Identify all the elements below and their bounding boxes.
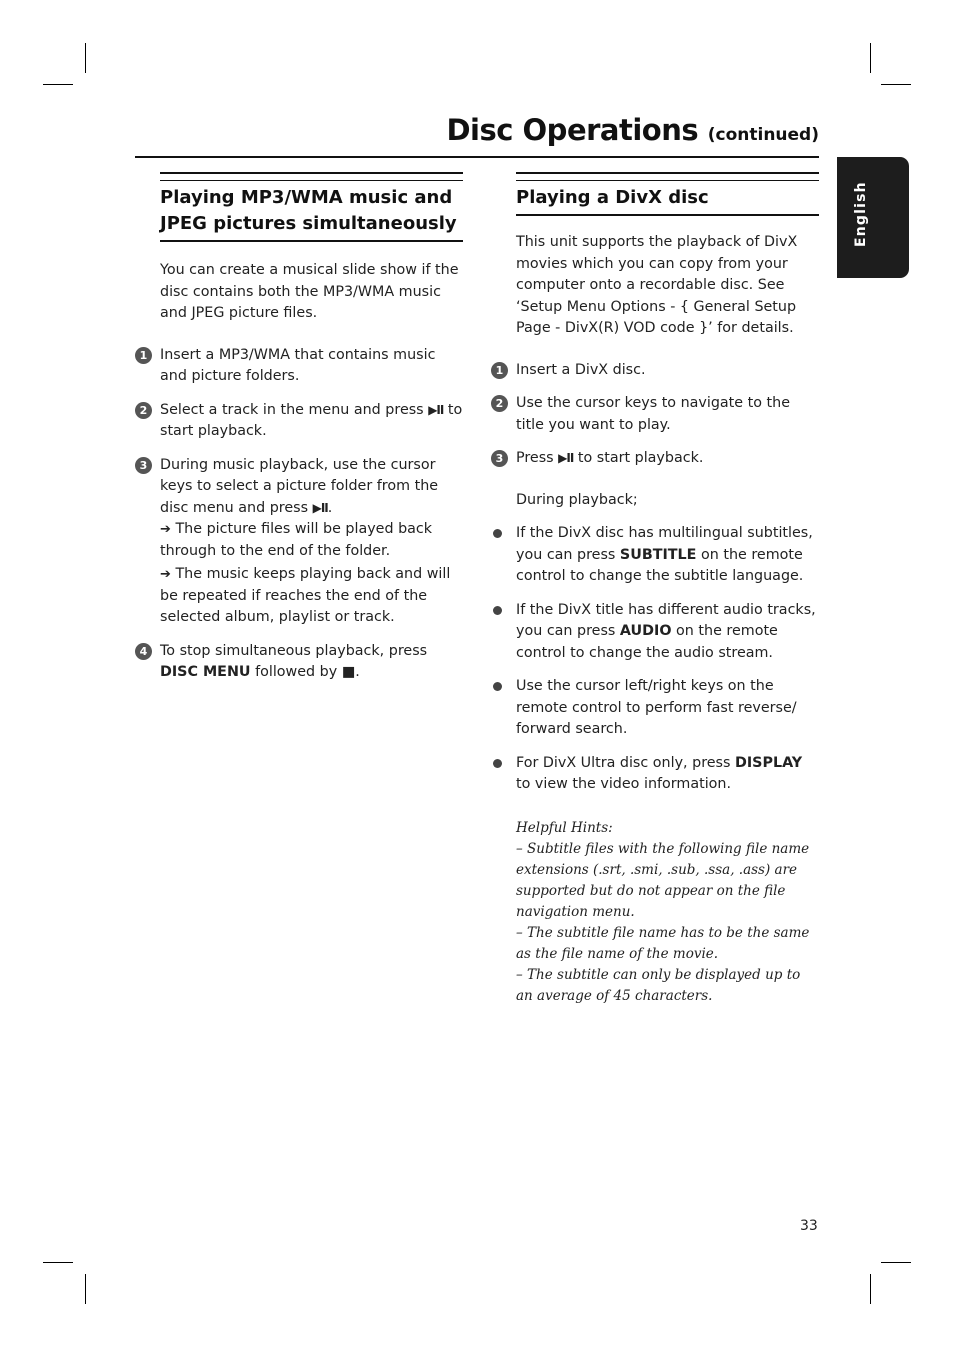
step-number-icon: 3: [491, 450, 508, 467]
left-column: [135, 172, 463, 684]
note-text: The music keeps playing back and will be repeated if reaches the end of the selected album, playlist or track.: [160, 566, 451, 625]
play-pause-icon: ▶II: [312, 500, 328, 515]
arrow-right-icon: ➔: [160, 522, 171, 537]
hint-item: – The subtitle file name has to be the same as the file name of the movie.: [516, 924, 810, 962]
step-item: [135, 345, 463, 388]
step-text-part: followed by ■.: [250, 664, 360, 680]
bullet-text-part: to view the video information.: [516, 776, 732, 792]
step-note: [160, 564, 463, 629]
key-label: SUBTITLE: [619, 546, 697, 563]
title-rule: [135, 156, 819, 158]
step-text-part: to start playback.: [573, 450, 704, 466]
crop-mark: [881, 1262, 911, 1263]
page-title: [446, 113, 819, 147]
intro-paragraph: This unit supports the playback of DivX movies which you can copy from your computer onto a recordable disc. See ‘Setup Menu Options - { General Setup Page - DivX(R) VOD code }’ for details.: [516, 234, 798, 336]
bullet-text: [516, 753, 819, 796]
step-number-icon: 1: [135, 347, 152, 364]
language-tab: [837, 157, 909, 278]
right-column: [491, 172, 819, 1007]
step-number-icon: 4: [135, 643, 152, 660]
section-rule: [516, 214, 819, 216]
step-text: Use the cursor keys to navigate to the title you want to play.: [516, 395, 790, 433]
hint-item: – The subtitle can only be displayed up to an average of 45 characters.: [516, 966, 801, 1004]
step-text-part: Press: [516, 450, 559, 466]
section-rule: [160, 172, 463, 181]
intro-paragraph: You can create a musical slide show if the disc contains both the MP3/WMA music and JPEG picture files.: [160, 262, 459, 321]
step-item: [135, 641, 463, 684]
step-text-part: During music playback, use the cursor keys to select a picture folder from the disc menu and press: [160, 456, 439, 516]
bullet-text: [516, 676, 819, 741]
helpful-hints: [516, 818, 819, 1007]
step-text: [160, 455, 463, 629]
step-item: [491, 360, 819, 382]
bullet-item: [491, 523, 819, 588]
bullet-text: [516, 600, 819, 665]
step-number-icon: 1: [491, 362, 508, 379]
bullet-item: [491, 676, 819, 741]
arrow-right-icon: ➔: [160, 567, 171, 582]
language-tab-label: English: [853, 181, 869, 247]
section-heading-divx: Playing a DivX disc: [516, 187, 709, 208]
crop-mark: [43, 84, 73, 85]
bullet-text-part: If the DivX title has different audio tracks, you can press: [516, 601, 816, 639]
step-text: Insert a MP3/WMA that contains music and picture folders.: [160, 346, 436, 384]
hint-item: – Subtitle files with the following file name extensions (.srt, .smi, .sub, .ssa, .ass) are supported but do not appear on the file navigation menu.: [516, 840, 810, 920]
bullet-text-part: on the remote control to change the subtitle language.: [516, 546, 804, 584]
step-item: [491, 448, 819, 470]
step-number-icon: 2: [491, 395, 508, 412]
step-number-icon: 2: [135, 402, 152, 419]
step-note: [160, 519, 463, 562]
step-number-icon: 3: [135, 457, 152, 474]
play-pause-icon: ▶II: [558, 451, 574, 465]
section-rule: [516, 172, 819, 181]
bullet-text-part: Use the cursor left/right keys on the remote control to perform fast reverse/ forward search.: [516, 678, 797, 737]
crop-mark: [870, 1274, 871, 1304]
step-text: [160, 400, 463, 443]
bullet-text-part: For DivX Ultra disc only, press: [516, 754, 735, 771]
title-suffix: (continued): [707, 125, 819, 145]
bullet-dot-icon: [493, 759, 502, 768]
hints-title: Helpful Hints:: [516, 819, 613, 836]
step-text-part: To stop simultaneous playback, press: [160, 642, 428, 659]
section-heading-mp3-jpeg: Playing MP3/WMA music and JPEG pictures simultaneously: [160, 187, 457, 234]
bullet-text-part: If the DivX disc has multilingual subtitles, you can press: [516, 525, 813, 563]
during-playback-label: During playback;: [516, 491, 638, 508]
crop-mark: [85, 43, 86, 73]
step-text: [516, 448, 819, 470]
bullet-text-part: on the remote control to change the audio stream.: [516, 623, 778, 661]
note-text: The picture files will be played back through to the end of the folder.: [160, 521, 433, 559]
crop-mark: [881, 84, 911, 85]
step-text-part: .: [327, 499, 333, 516]
title-text: Disc Operations: [446, 113, 699, 147]
crop-mark: [85, 1274, 86, 1304]
section-rule: [160, 240, 463, 242]
step-text-part: Select a track in the menu and press: [160, 401, 429, 418]
key-label: DISPLAY: [735, 754, 803, 771]
bullet-item: [491, 753, 819, 796]
bullet-dot-icon: [493, 682, 502, 691]
step-text: Insert a DivX disc.: [516, 361, 646, 378]
step-text-part: to start playback.: [160, 401, 463, 439]
key-label: AUDIO: [619, 623, 672, 639]
step-item: [135, 400, 463, 443]
crop-mark: [43, 1262, 73, 1263]
step-text: [160, 641, 463, 684]
crop-mark: [870, 43, 871, 73]
key-label: DISC MENU: [160, 664, 251, 680]
bullet-item: [491, 600, 819, 665]
bullet-text: [516, 523, 819, 588]
bullet-dot-icon: [493, 529, 502, 538]
bullet-dot-icon: [493, 606, 502, 615]
page-number: 33: [800, 1218, 818, 1234]
step-item: [491, 393, 819, 436]
play-pause-icon: ▶II: [428, 402, 444, 417]
step-item: [135, 455, 463, 629]
